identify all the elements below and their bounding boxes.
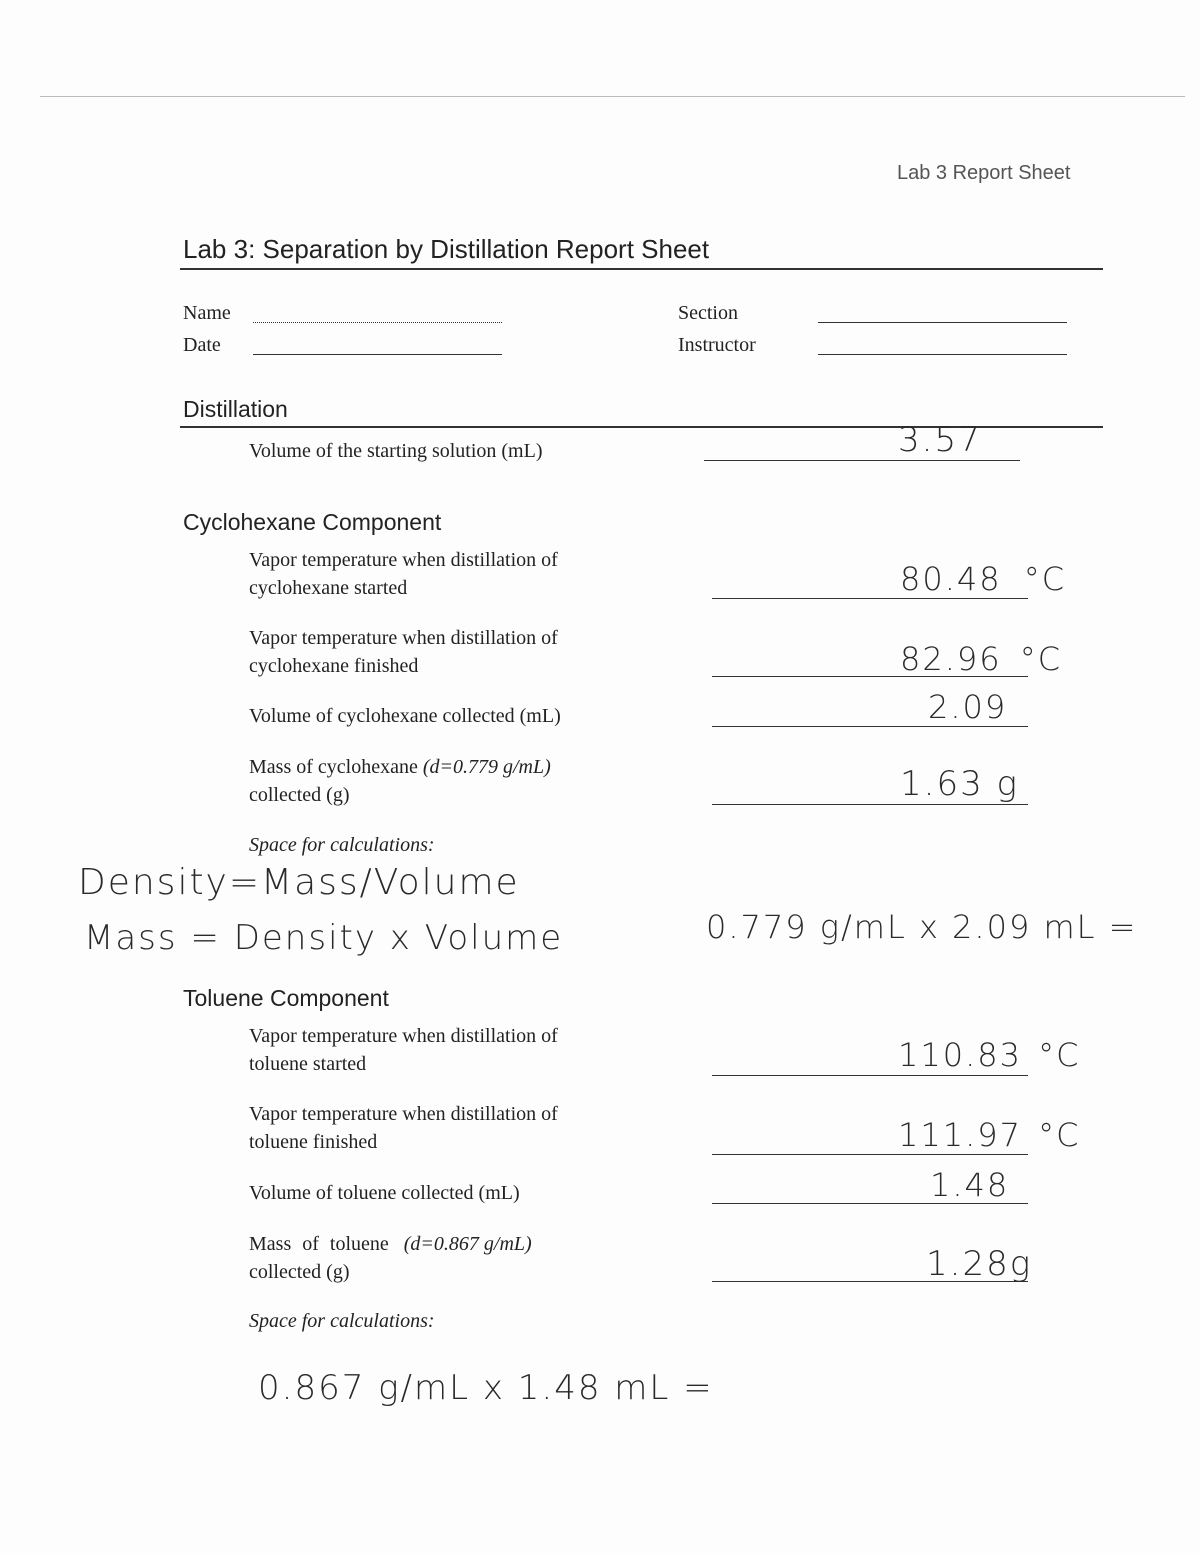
cyclohexane-mass-label <box>249 753 551 809</box>
running-header: Lab 3 Report Sheet <box>897 162 1071 184</box>
toluene-start-label-line1: Vapor temperature when distillation of <box>249 1025 558 1047</box>
cyclohexane-start-value[interactable] <box>900 560 1066 598</box>
toluene-mass-text: Mass of toluene <box>249 1233 389 1255</box>
toluene-start-value[interactable] <box>898 1036 1080 1074</box>
instructor-label: Instructor <box>678 334 756 356</box>
cyclohexane-finish-label-line1: Vapor temperature when distillation of <box>249 627 558 649</box>
toluene-start-label <box>249 1022 558 1078</box>
toluene-heading: Toluene Component <box>183 985 389 1011</box>
degree-celsius-icon: °C <box>1038 1036 1081 1074</box>
cyclohexane-density-text: (d=0.779 g/mL) <box>422 756 551 778</box>
name-label: Name <box>183 302 231 324</box>
toluene-finish-label <box>249 1100 558 1156</box>
scan-top-edge <box>40 96 1185 97</box>
cyclohexane-start-label <box>249 546 558 602</box>
cyclohexane-hw-mass-formula: Mass = Density x Volume <box>84 918 564 958</box>
cyclohexane-mass-text: Mass of cyclohexane <box>249 756 418 778</box>
cyclohexane-volume-line <box>712 726 1028 727</box>
cyclohexane-mass-value[interactable]: 1.63 g <box>900 764 1019 804</box>
starting-volume-value[interactable]: 3.57 <box>898 420 982 460</box>
cyclohexane-mass-label-line1 <box>249 753 551 781</box>
toluene-finish-line <box>712 1154 1028 1155</box>
title-rule <box>180 268 1103 270</box>
toluene-mass-label <box>249 1230 532 1286</box>
toluene-finish-number: 111.97 <box>898 1116 1022 1154</box>
toluene-volume-value[interactable]: 1.48 <box>930 1166 1010 1204</box>
cyclohexane-start-label-line2: cyclohexane started <box>249 577 408 599</box>
toluene-finish-label-line2: toluene finished <box>249 1131 378 1153</box>
cyclohexane-mass-label-line2: collected (g) <box>249 784 350 806</box>
date-label: Date <box>183 334 221 356</box>
cyclohexane-volume-label: Volume of cyclohexane collected (mL) <box>249 705 561 727</box>
cyclohexane-heading: Cyclohexane Component <box>183 509 442 535</box>
toluene-finish-label-line1: Vapor temperature when distillation of <box>249 1103 558 1125</box>
toluene-start-line <box>712 1075 1028 1076</box>
cyclohexane-volume-value[interactable]: 2.09 <box>928 688 1008 726</box>
cyclohexane-start-label-line1: Vapor temperature when distillation of <box>249 549 558 571</box>
cyclohexane-finish-value[interactable] <box>900 640 1062 678</box>
degree-celsius-icon: °C <box>1023 560 1067 598</box>
distillation-heading: Distillation <box>183 396 288 422</box>
section-field[interactable] <box>818 322 1067 323</box>
section-label: Section <box>678 302 738 324</box>
cyclohexane-hw-calculation: 0.779 g/mL x 2.09 mL = <box>706 908 1138 946</box>
toluene-mass-label-line2: collected (g) <box>249 1261 350 1283</box>
cyclohexane-hw-density-formula: Density=Mass/Volume <box>78 862 520 903</box>
toluene-start-number: 110.83 <box>898 1036 1022 1074</box>
degree-celsius-icon: °C <box>1038 1116 1081 1154</box>
name-field[interactable] <box>253 322 502 323</box>
page-title: Lab 3: Separation by Distillation Report Sheet <box>183 234 710 264</box>
toluene-calc-label: Space for calculations: <box>249 1310 435 1332</box>
cyclohexane-calc-label: Space for calculations: <box>249 834 435 856</box>
toluene-mass-value[interactable]: 1.28g <box>926 1244 1033 1284</box>
toluene-mass-label-line1 <box>249 1230 532 1258</box>
starting-volume-label: Volume of the starting solution (mL) <box>249 440 543 462</box>
instructor-field[interactable] <box>818 354 1067 355</box>
toluene-start-label-line2: toluene started <box>249 1053 367 1075</box>
date-field[interactable] <box>253 354 502 355</box>
cyclohexane-finish-number: 82.96 <box>900 640 1002 678</box>
toluene-density-text: (d=0.867 g/mL) <box>403 1233 532 1255</box>
toluene-finish-value[interactable] <box>898 1116 1080 1154</box>
cyclohexane-start-line <box>712 598 1028 599</box>
toluene-volume-label: Volume of toluene collected (mL) <box>249 1182 520 1204</box>
degree-celsius-icon: °C <box>1019 640 1063 678</box>
toluene-hw-calculation: 0.867 g/mL x 1.48 mL = <box>258 1368 714 1408</box>
cyclohexane-mass-line <box>712 804 1028 805</box>
cyclohexane-start-number: 80.48 <box>900 560 1002 598</box>
cyclohexane-finish-label <box>249 624 558 680</box>
starting-volume-line <box>704 460 1020 461</box>
cyclohexane-finish-label-line2: cyclohexane finished <box>249 655 419 677</box>
